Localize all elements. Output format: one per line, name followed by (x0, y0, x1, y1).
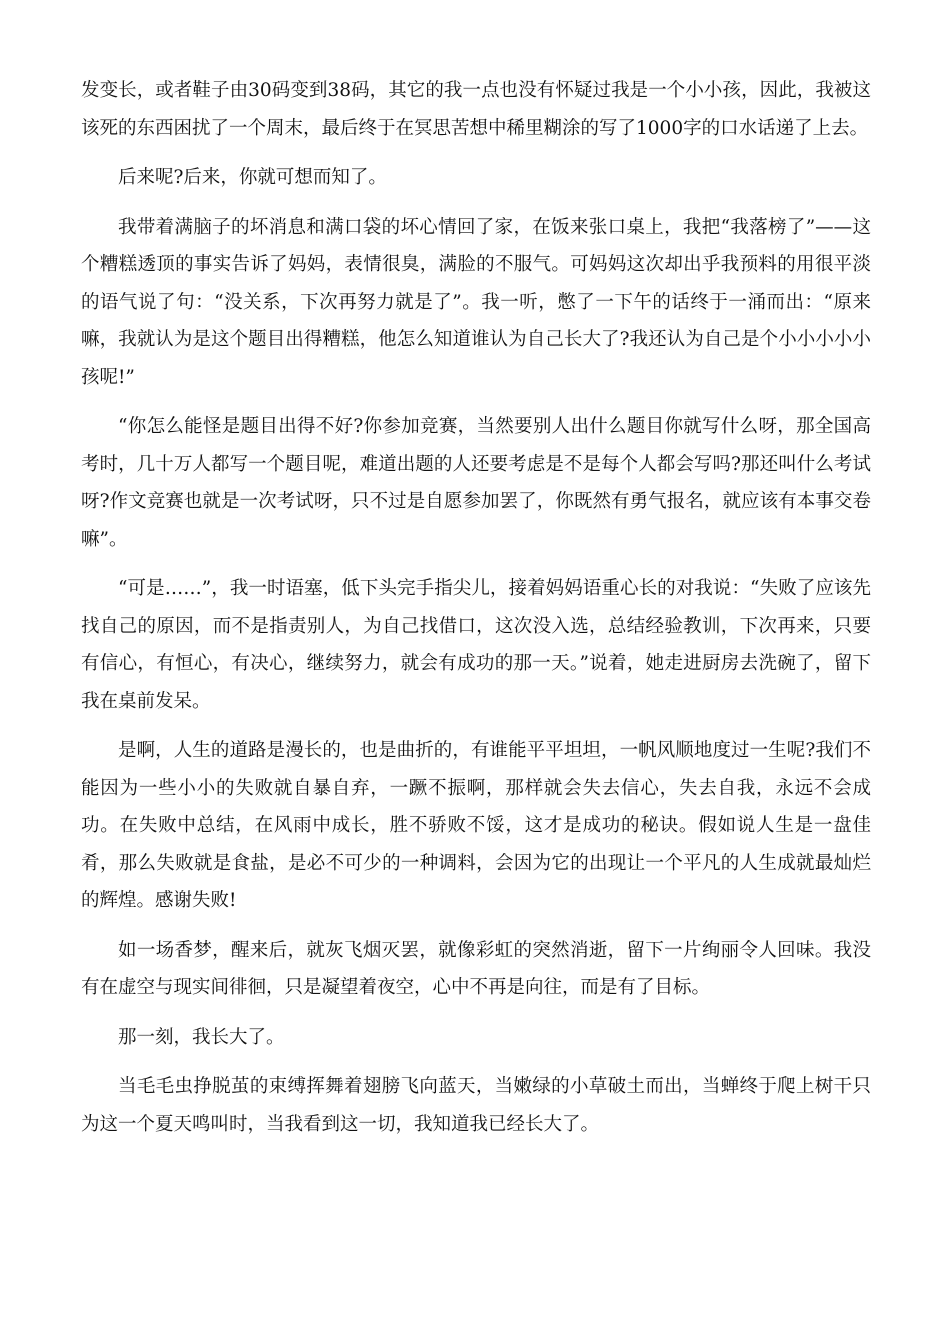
paragraph: 当毛毛虫挣脱茧的束缚挥舞着翅膀飞向蓝天，当嫩绿的小草破土而出，当蝉终于爬上树干只为这一个夏天鸣叫时，当我看到这一切，我知道我已经长大了。 (81, 1076, 871, 1135)
paragraph: 是啊，人生的道路是漫长的，也是曲折的，有谁能平平坦坦，一帆风顺地度过一生呢?我们不能因为一些小小的失败就自暴自弃，一蹶不振啊，那样就会失去信心，失去自我，永远不会成功。在失败中总结，在风雨中成长，胜不骄败不馁，这才是成功的秘诀。假如说人生是一盘佳肴，那么失败就是食盐，是必不可少的一种调料，会因为它的出现让一个平凡的人生成就最灿烂的辉煌。感谢失败! (81, 740, 871, 911)
paragraph: 那一刻，我长大了。 (118, 1026, 285, 1048)
article-body (81, 72, 871, 1143)
paragraph: 我带着满脑子的坏消息和满口袋的坏心情回了家，在饭来张口桌上，我把“我落榜了”——这个糟糕透顶的事实告诉了妈妈，表情很臭，满脸的不服气。可妈妈这次却出乎我预料的用很平淡的语气说了句：“没关系，下次再努力就是了”。我一听，憋了一下午的话终于一涌而出：“原来嘛，我就认为是这个题目出得糟糕，他怎么知道谁认为自己长大了?我还认为自己是个小小小小小孩呢!” (81, 216, 871, 388)
paragraph: 后来呢?后来，你就可想而知了。 (118, 167, 387, 188)
paragraph: “你怎么能怪是题目出得不好?你参加竞赛，当然要别人出什么题目你就写什么呀，那全国高考时，几十万人都写一个题目呢，难道出题的人还要考虑是不是每个人都会写吗?那还叫什么考试呀?作文竞赛也就是一次考试呀，只不过是自愿参加罢了，你既然有勇气报名，就应该有本事交卷嘛”。 (81, 416, 871, 550)
paragraph-continued: 发变长，或者鞋子由30码变到38码，其它的我一点也没有怀疑过我是一个小小孩，因此，我被这该死的东西困扰了一个周末，最后终于在冥思苦想中稀里糊涂的写了1000字的口水话递了上去。 (81, 80, 871, 139)
paragraph: “可是……”，我一时语塞，低下头完手指尖儿，接着妈妈语重心长的对我说：“失败了应该先找自己的原因，而不是指责别人，为自己找借口，这次没入选，总结经验教训，下次再来，只要有信心，有恒心，有决心，继续努力，就会有成功的那一天。”说着，她走进厨房去洗碗了，留下我在桌前发呆。 (81, 578, 871, 712)
paragraph: 如一场香梦，醒来后，就灰飞烟灭罢，就像彩虹的突然消逝，留下一片绚丽令人回味。我没有在虚空与现实间徘徊，只是凝望着夜空，心中不再是向往，而是有了目标。 (81, 939, 871, 998)
